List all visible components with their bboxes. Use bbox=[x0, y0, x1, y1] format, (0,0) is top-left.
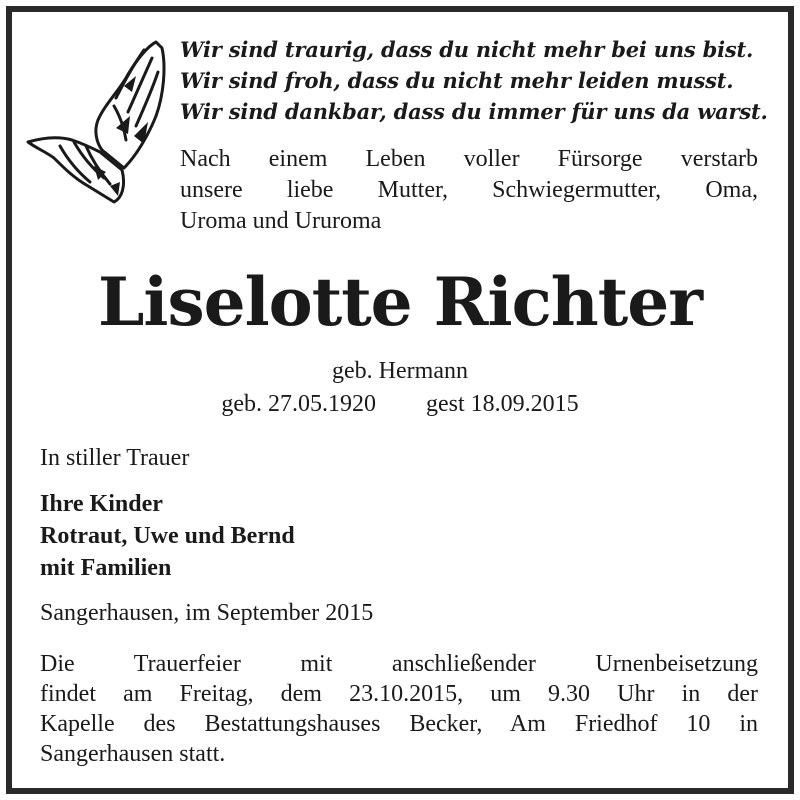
funeral-line: Die Trauerfeier mit anschließender Urnenbeisetzung bbox=[40, 651, 758, 677]
mourning-text: In stiller Trauer bbox=[40, 445, 190, 471]
funeral-line: findet am Freitag, dem 23.10.2015, um 9.30 Uhr in der bbox=[40, 681, 758, 707]
birth-date: geb. 27.05.1920 bbox=[221, 391, 376, 417]
family-line: mit Familien bbox=[40, 555, 172, 581]
deceased-name: Liselotte Richter bbox=[97, 263, 702, 341]
verse-line: Wir sind traurig, dass du nicht mehr bei uns bist. bbox=[180, 37, 754, 62]
memorial-verse bbox=[180, 34, 768, 127]
place-date: Sangerhausen, im September 2015 bbox=[40, 600, 374, 626]
family-line: Ihre Kinder bbox=[40, 491, 163, 517]
intro-line: Uroma und Ururoma bbox=[180, 208, 382, 234]
intro-text bbox=[180, 144, 758, 237]
life-dates bbox=[0, 389, 800, 419]
funeral-notice bbox=[40, 649, 758, 769]
family-line: Rotraut, Uwe und Bernd bbox=[40, 523, 295, 549]
intro-line: Nach einem Leben voller Fürsorge verstarb bbox=[180, 146, 758, 172]
funeral-line: Sangerhausen statt. bbox=[40, 741, 226, 767]
intro-line: unsere liebe Mutter, Schwiegermutter, Oma, bbox=[180, 177, 758, 203]
death-date: gest 18.09.2015 bbox=[425, 391, 579, 417]
family-signature bbox=[40, 488, 295, 584]
praying-hands-icon bbox=[24, 36, 174, 206]
verse-line: Wir sind froh, dass du nicht mehr leiden musst. bbox=[180, 68, 734, 93]
birth-name: geb. Hermann bbox=[332, 358, 468, 384]
funeral-line: Kapelle des Bestattungshauses Becker, Am Friedhof 10 in bbox=[40, 711, 758, 737]
verse-line: Wir sind dankbar, dass du immer für uns da warst. bbox=[180, 99, 768, 124]
